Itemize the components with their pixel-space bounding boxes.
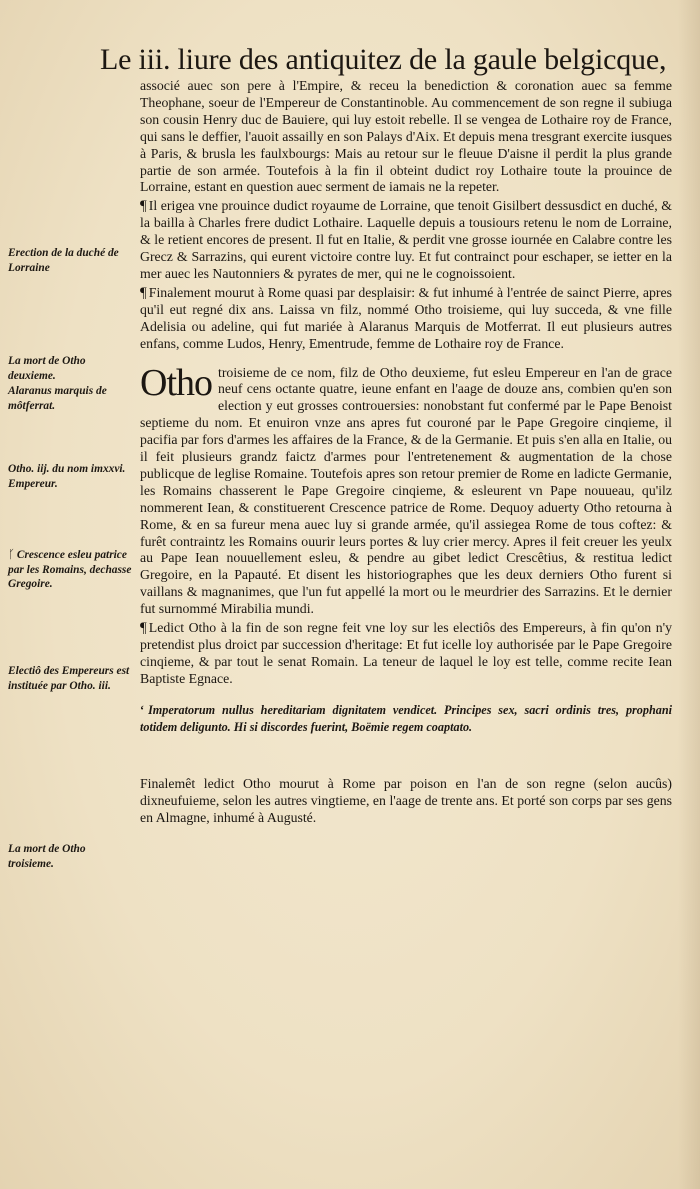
margin-note-crescence	[8, 548, 134, 592]
margin-note-alaranus: Alaranus marquis de môtferrat.	[8, 385, 107, 412]
paragraph-2-text: Il erigea vne prouince dudict royaume de Lorraine, que tenoit Gisilbert dessusdict en duché, & la bailla à Charles frere dudict Lothaire. Laquelle depuis a tousiours retenu le nom de Lorraine, & le retient encores de present. Il fut en Italie, & perdit vne grosse iournée en Calabre contre les Grecz & Sarrazins, qui eurent victoire contre luy. Et fut contrainct pour eschaper, se ietter en la mer auec les Nautonniers & pyrates de mer, qui ne le cognoissoient.	[140, 198, 672, 281]
pilcrow-icon: ¶	[140, 620, 147, 637]
margin-note-lorraine: Erection de la duché de Lorraine	[8, 247, 119, 274]
paragraph-2	[140, 198, 672, 283]
margin-note-crescence-text: Crescence esleu patrice par les Romains, dechasse Gregoire.	[8, 549, 132, 591]
paragraph-3-text: Finalement mourut à Rome quasi par desplaisir: & fut inhumé à l'entrée de sainct Pierre, apres qu'il eut regné dix ans. Laissa vn filz, nommé Otho troisieme, qui luy succeda, & vne fille Adelisia ou adeline, qui fut mariée à Alaranus Marquis de Motferrat. Il eut plusieurs autres enfans, comme Ludos, Henry, Ementrude, femme de Lothaire roy de France.	[140, 284, 672, 351]
paragraph-4-text: troisieme de ce nom, filz de Otho deuxieme, fut esleu Empereur en l'an de grace neuf cens octante quatre, ieune enfant en l'aage de douze ans, combien qu'en son election y eut grosses controuersies: nonobstant fut confermé par le Pape Benoist septieme du nom. Et enuiron vnze ans apres fut couroné par le Pape Gregoire cinqieme, il pacifia par fors d'armes les affaires de la France, & de la Germanie. Et puis s'en alla en Italie, ou il feit plusieurs grandz faictz d'armes pour l'entretenement & augmentation de la chose publicque de leglise Romaine. Toutefois apres son retour premier de Rome en ladicte Germanie, les Romains chasserent le Pape Gregoire cinqieme, & esleurent vn Pape nouueau, qu'ilz nommerent Iean, & constituerent Crescence patrice de Rome. Dequoy aduerty Otho retourna à Rome, & en sa fureur mena auec luy si grande armée, qu'il assiegea Rome de tous coftez: & furêt contraintz les Romains ouurir leurs portes & luy crier mercy. Apres il feit creuer les yeulx au Pape Iean nouuellement esleu, & pendre au gibet ledict Crescêtius, & restitua ledict Gregoire, en la Papauté. Et disent les historiographes que les deux derniers Otho furent si vaillans & magnanimes, que l'un fut appellé la mort ou le meurdrier des Sarrazins. Et le dernier fut surnommé Mirabilia mundi.	[140, 364, 672, 617]
page-title: Le iii. liure des antiquitez de la gaule belgicque,	[100, 43, 667, 76]
page-edge-shadow	[678, 0, 700, 1189]
margin-note-election-law: Electiô des Empereurs est instituée par Otho. iii.	[8, 665, 130, 692]
paragraph-1: associé auec son pere à l'Empire, & receu la benediction & coronation auec sa femme Theophane, soeur de l'Empereur de Constantinoble. Au commencement de son regne il subiuga son cousin Henry duc de Bauiere, qui luy estoit rebelle. Il se vengea de Lothaire roy de France, qui sans le deffier, l'auoit assailly en son Palays d'Aix. Et depuis mena tresgrant exercite iusques à Paris, & brusla les faulxbourgs: Mais au retour sur le fleuue D'aisne il perdit la plus grande partie de son armée. Toutefois à la fin il obteint dudict roy Lothaire toute la prouince de Lorraine, estant en question auec serment de iamais ne la repeter.	[140, 78, 672, 195]
paragraph-3	[140, 285, 672, 353]
quote-mark-icon: ‘	[140, 702, 145, 717]
margin-note-otho-iii: Otho. iij. du nom imxxvi. Empereur.	[8, 463, 126, 490]
latin-law-quote-text: Imperatorum nullus hereditariam dignitatem vendicet. Principes sex, sacri ordinis tres, prophani totidem deligunto. Hi si discordes fuerint, Boëmie regem coaptato.	[140, 702, 672, 734]
margin-note-death-otho-iii: La mort de Otho troisieme.	[8, 843, 86, 870]
pilcrow-icon: ¶	[140, 284, 147, 301]
margin-note-death-otho-ii: La mort de Otho deuxieme.	[8, 355, 86, 382]
latin-law-quote	[140, 702, 672, 736]
paragraph-5-text: Ledict Otho à la fin de son regne feit vne loy sur les electiôs des Empereurs, à fin qu'on n'y pretendist plus droict par succession d'heritage: Et fut icelle loy authorisée par le Pape Gregoire cinqieme, & par tout le senat Romain. La teneur de laquel le loy est telle, comme recite Iean Baptiste Egnace.	[140, 620, 672, 686]
paragraph-5	[140, 620, 672, 688]
dropcap-word: Otho	[140, 361, 212, 404]
dagger-mark-icon: ᚴ	[8, 549, 15, 561]
paragraph-4	[140, 361, 672, 619]
main-text-column	[140, 78, 672, 826]
pilcrow-icon: ¶	[140, 198, 147, 215]
paragraph-6: Finalemêt ledict Otho mourut à Rome par poison en l'an de son regne (selon aucûs) dixneufuieme, selon les autres vingtieme, en l'aage de trente ans. Et porté son corps par ses gens en Almagne, inhumé à Augusté.	[140, 775, 672, 825]
